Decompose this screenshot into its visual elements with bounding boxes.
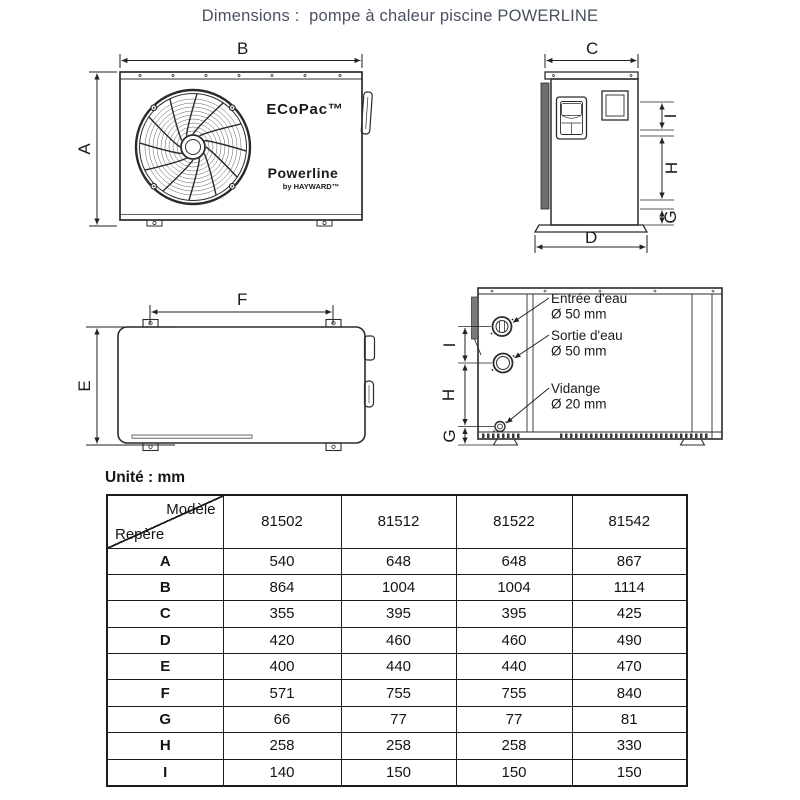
dimension-diagrams xyxy=(0,35,800,465)
row-label: F xyxy=(107,680,223,706)
unit-note: Unité : mm xyxy=(105,469,186,486)
top-body xyxy=(118,327,365,443)
dimension-value-cell: 755 xyxy=(456,680,572,706)
dimension-value-cell: 867 xyxy=(572,548,687,574)
dimension-value-cell: 77 xyxy=(341,706,456,732)
condenser-fins xyxy=(541,83,549,209)
dimension-value-cell: 440 xyxy=(456,654,572,680)
dimension-value-cell: 864 xyxy=(223,574,341,600)
dim-label-D: D xyxy=(585,228,598,247)
table-row xyxy=(107,706,687,732)
dim-IHG-back xyxy=(458,327,494,446)
dimension-value-cell: 355 xyxy=(223,601,341,627)
dimension-value-cell: 258 xyxy=(223,733,341,759)
row-label: D xyxy=(107,627,223,653)
table-row xyxy=(107,733,687,759)
dim-label-I-back: I xyxy=(440,342,459,348)
table-body xyxy=(107,548,687,786)
brand-hayward: by HAYWARD™ xyxy=(282,182,340,191)
fan-icon xyxy=(136,90,250,204)
dim-label-B: B xyxy=(237,39,249,58)
corner-repere-label: Repère xyxy=(115,525,165,543)
page-title: Dimensions : pompe à chaleur piscine POWERLINE xyxy=(201,7,599,25)
dimension-value-cell: 395 xyxy=(456,601,572,627)
dimension-value-cell: 540 xyxy=(223,548,341,574)
dimension-value-cell: 755 xyxy=(341,680,456,706)
top-view xyxy=(75,290,375,451)
water-outlet-port xyxy=(492,354,515,373)
dimensions-table xyxy=(106,494,688,787)
dimension-value-cell: 470 xyxy=(572,654,687,680)
dimension-value-cell: 648 xyxy=(341,548,456,574)
back-view xyxy=(439,288,722,445)
table-row xyxy=(107,574,687,600)
dimension-value-cell: 440 xyxy=(341,654,456,680)
dimension-value-cell: 400 xyxy=(223,654,341,680)
drain-port xyxy=(493,421,507,432)
dim-label-G-side: G xyxy=(661,210,680,224)
inlet-label-line2: Ø 50 mm xyxy=(551,306,607,322)
dimension-value-cell: 81 xyxy=(572,706,687,732)
dimension-value-cell: 420 xyxy=(223,627,341,653)
outlet-label-line2: Ø 50 mm xyxy=(551,343,607,359)
vent-opening xyxy=(602,91,628,120)
dimension-value-cell: 460 xyxy=(456,627,572,653)
row-label: B xyxy=(107,574,223,600)
outlet-label-line1: Sortie d'eau xyxy=(551,328,623,343)
drain-label-line1: Vidange xyxy=(551,381,601,396)
row-label: C xyxy=(107,601,223,627)
dim-label-E: E xyxy=(75,380,94,392)
table-row xyxy=(107,759,687,785)
model-header-81512: 81512 xyxy=(341,495,456,548)
dimension-value-cell: 330 xyxy=(572,733,687,759)
table-row xyxy=(107,680,687,706)
dimension-value-cell: 258 xyxy=(341,733,456,759)
dimension-value-cell: 150 xyxy=(456,759,572,785)
top-feet xyxy=(143,320,341,451)
row-label: E xyxy=(107,654,223,680)
pipe-connectors xyxy=(365,336,375,407)
model-header-81522: 81522 xyxy=(456,495,572,548)
dimension-value-cell: 150 xyxy=(572,759,687,785)
model-header-81502: 81502 xyxy=(223,495,341,548)
row-label: A xyxy=(107,548,223,574)
corner-modele-label: Modèle xyxy=(166,501,216,518)
dimension-value-cell: 66 xyxy=(223,706,341,732)
dimension-value-cell: 460 xyxy=(341,627,456,653)
table-row xyxy=(107,627,687,653)
dimension-value-cell: 648 xyxy=(456,548,572,574)
dimension-value-cell: 1004 xyxy=(341,574,456,600)
brand-powerline: Powerline xyxy=(267,165,339,181)
dim-label-F: F xyxy=(237,290,248,309)
inlet-label-line1: Entrée d'eau xyxy=(551,291,628,306)
dimension-value-cell: 571 xyxy=(223,680,341,706)
table-row xyxy=(107,548,687,574)
water-inlet-port xyxy=(491,317,514,336)
row-label: H xyxy=(107,733,223,759)
dim-label-H-back: H xyxy=(439,388,458,402)
table-corner-cell xyxy=(107,495,223,548)
dimension-value-cell: 140 xyxy=(223,759,341,785)
side-view xyxy=(535,39,681,253)
dimension-value-cell: 258 xyxy=(456,733,572,759)
row-label: I xyxy=(107,759,223,785)
dim-label-I-side: I xyxy=(661,113,680,119)
dimension-value-cell: 425 xyxy=(572,601,687,627)
drain-label-line2: Ø 20 mm xyxy=(551,396,607,412)
dimension-value-cell: 395 xyxy=(341,601,456,627)
dim-label-H-side: H xyxy=(662,161,681,175)
front-feet xyxy=(147,220,332,226)
dimension-value-cell: 1114 xyxy=(572,574,687,600)
table-header-row xyxy=(107,495,687,548)
row-label: G xyxy=(107,706,223,732)
back-fins xyxy=(472,297,479,339)
dimension-value-cell: 840 xyxy=(572,680,687,706)
dim-label-C: C xyxy=(586,39,599,58)
dim-label-G-back: G xyxy=(440,429,459,443)
front-view xyxy=(75,39,372,226)
dimension-value-cell: 490 xyxy=(572,627,687,653)
brand-ecopac: ECoPac™ xyxy=(266,101,344,118)
dimension-value-cell: 150 xyxy=(341,759,456,785)
dim-label-A: A xyxy=(75,143,94,155)
table-row xyxy=(107,601,687,627)
model-header-81542: 81542 xyxy=(572,495,687,548)
dimension-value-cell: 1004 xyxy=(456,574,572,600)
control-panel xyxy=(557,97,587,139)
table-row xyxy=(107,654,687,680)
dimension-value-cell: 77 xyxy=(456,706,572,732)
dim-E xyxy=(86,327,175,445)
